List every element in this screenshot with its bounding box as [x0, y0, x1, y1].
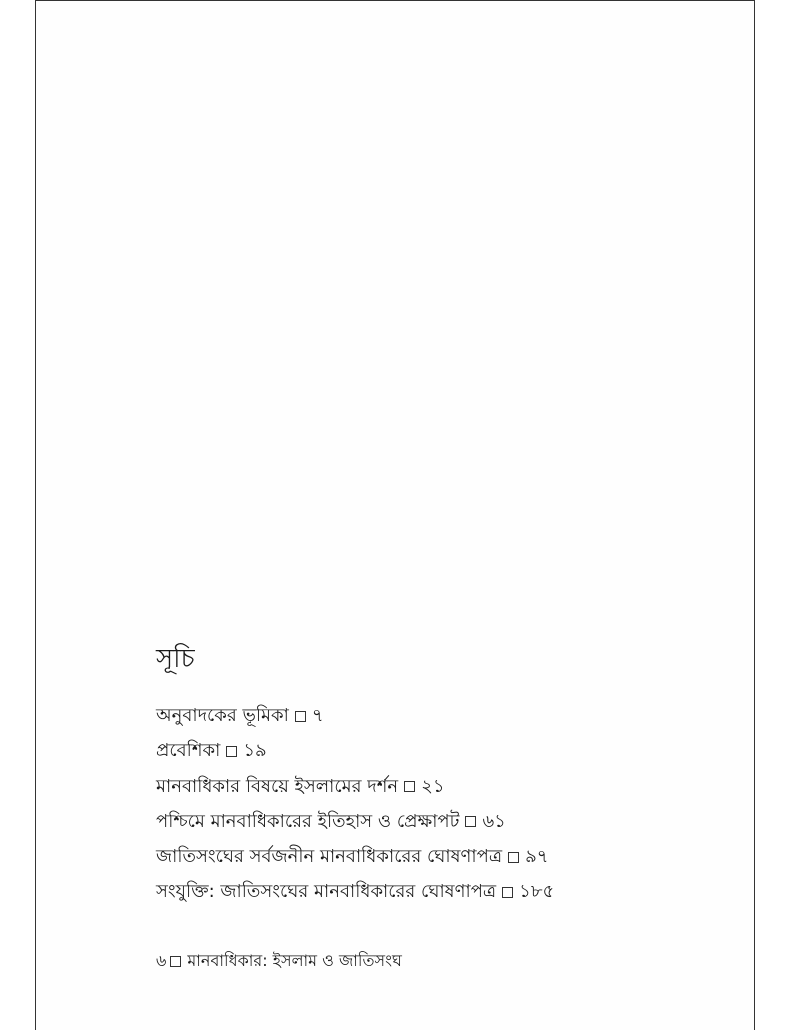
footer-page-number: ৬: [156, 951, 167, 970]
toc-entry-label: মানবাধিকার বিষয়ে ইসলামের দর্শন: [156, 775, 399, 797]
toc-entry-label: সংযুক্তি: জাতিসংঘের মানবাধিকারের ঘোষণাপত্র: [156, 881, 497, 903]
toc-entry: [156, 808, 554, 843]
toc-entry: [156, 737, 554, 772]
toc-entry-page: ৭: [311, 705, 324, 726]
toc-entry: [156, 878, 554, 913]
square-separator-icon: [508, 852, 519, 863]
toc-entry-label: অনুবাদকের ভূমিকা: [156, 705, 289, 726]
square-separator-icon: [404, 781, 415, 792]
toc-entry-page: ১৮৫: [519, 881, 555, 903]
table-of-contents: [156, 702, 554, 914]
square-separator-icon: [465, 816, 476, 827]
running-footer: [156, 948, 402, 975]
toc-entry-label: প্রবেশিকা: [156, 740, 221, 762]
toc-entry-page: ৯৭: [525, 846, 549, 868]
square-separator-icon: [170, 956, 181, 967]
toc-entry: [156, 702, 554, 737]
toc-entry-label: পশ্চিমে মানবাধিকারের ইতিহাস ও প্রেক্ষাপট: [156, 810, 460, 832]
square-separator-icon: [226, 746, 237, 757]
toc-entry-page: ২১: [421, 775, 445, 797]
toc-entry-page: ১৯: [243, 740, 267, 762]
toc-entry-label: জাতিসংঘের সর্বজনীন মানবাধিকারের ঘোষণাপত্র: [156, 846, 503, 868]
toc-entry-page: ৬১: [482, 810, 506, 832]
square-separator-icon: [295, 711, 306, 722]
square-separator-icon: [502, 887, 513, 898]
toc-title: সূচি: [156, 644, 195, 674]
toc-entry: [156, 773, 554, 808]
footer-book-title: মানবাধিকার: ইসলাম ও জাতিসংঘ: [187, 951, 402, 970]
toc-entry: [156, 843, 554, 878]
